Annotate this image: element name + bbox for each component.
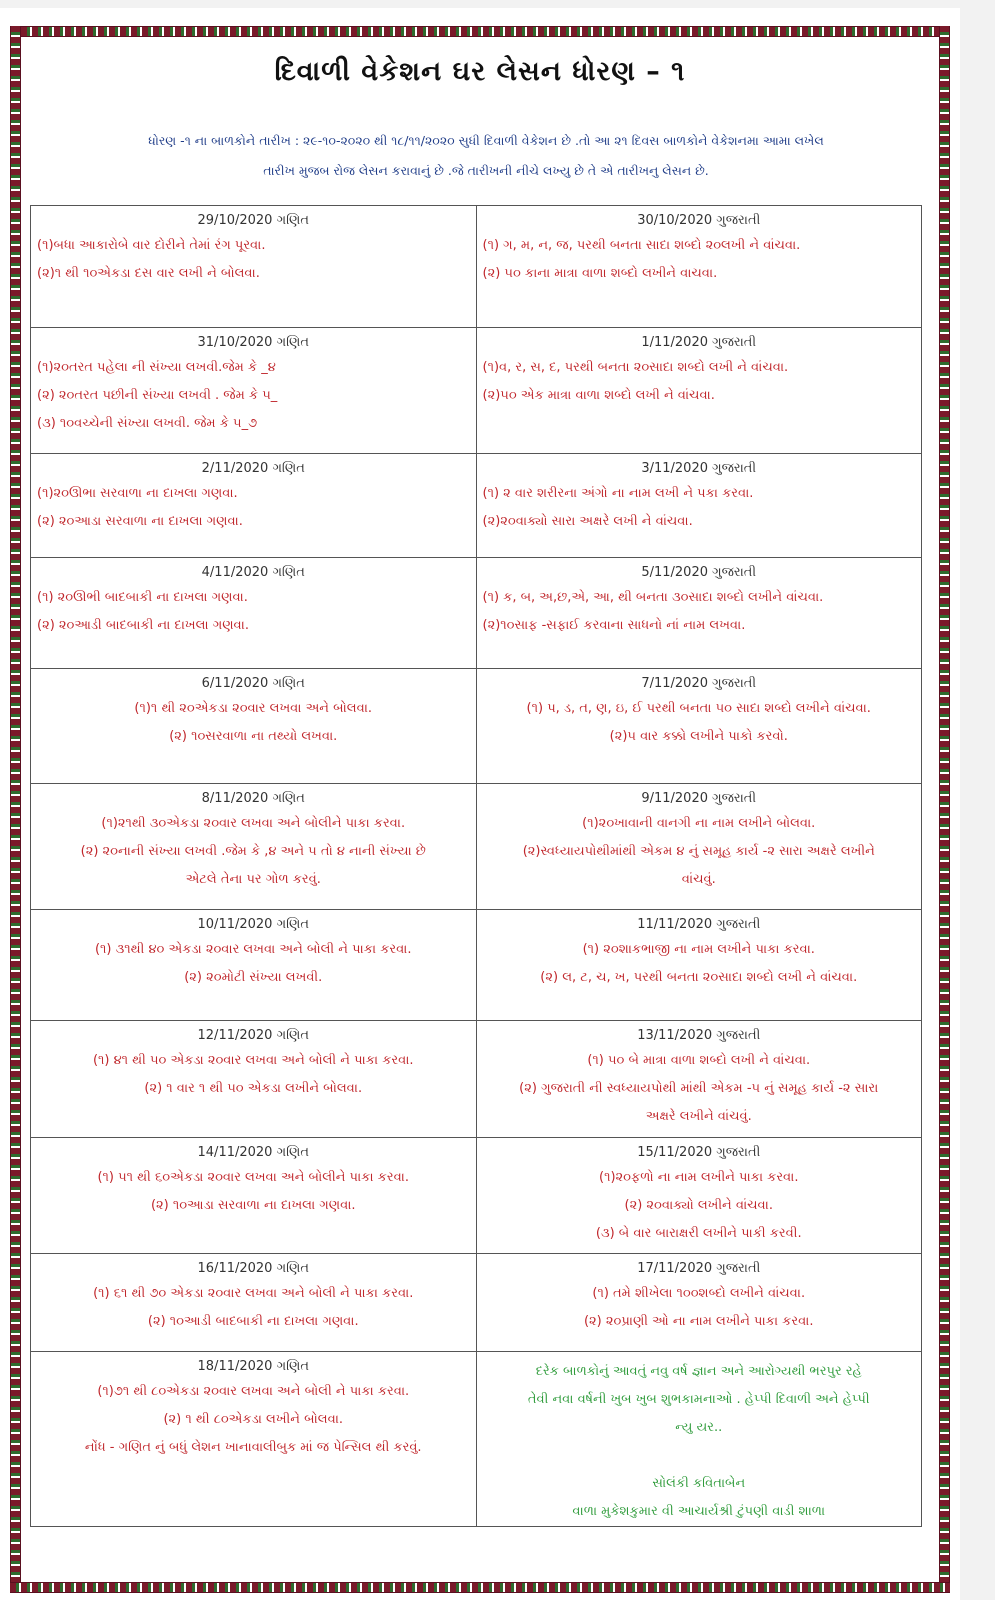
table-row	[31, 784, 922, 910]
lesson-cell-left	[31, 784, 477, 910]
lesson-date: 6/11/2020 ગણિત	[201, 676, 305, 691]
lesson-date: 12/11/2020 ગણિત	[197, 1028, 309, 1043]
page-title: દિવાળી વેકેશન ઘર લેસન ધોરણ – ૧	[274, 56, 686, 87]
lesson-date: 16/11/2020 ગણિત	[197, 1261, 309, 1276]
lesson-date: 18/11/2020 ગણિત	[197, 1359, 309, 1374]
lesson-date: 2/11/2020 ગણિત	[201, 461, 305, 476]
lesson-line: (૨) ૨૦મોટી સંખ્યા લખવી.	[184, 970, 323, 985]
lesson-cell-left	[31, 558, 477, 669]
lesson-line: (૨) ૨૦આડી બાદબાકી ના દાખલા ગણવા.	[37, 618, 249, 633]
page	[0, 8, 960, 1600]
lesson-cell-right	[476, 206, 922, 328]
lesson-cell-left	[31, 1138, 477, 1254]
lesson-cell-right	[476, 1254, 922, 1352]
lesson-line: (૧) ક, બ, અ,છ,એ, આ, થી બનતા ૩૦સાદા શબ્દો લખીને વાંચવા.	[482, 590, 824, 605]
lesson-date: 3/11/2020 ગુજરાતી	[641, 461, 757, 476]
decorative-border-bottom	[10, 1582, 950, 1593]
lesson-line: (૧)૨૦ફળો ના નામ લખીને પાકા કરવા.	[599, 1170, 799, 1185]
lesson-line: (૧) ૨ વાર શરીરના અંગો ના નામ લખી ને પકા કરવા.	[482, 486, 754, 501]
greeting-line: દરેક બાળકોનું આવતું નવુ વર્ષ જ્ઞાન અને આરોગ્યથી ભરપુર રહે	[535, 1364, 862, 1379]
lesson-line: (૧) ગ, મ, ન, જ, પરથી બનતા સાદા શબ્દો ૨૦લખી ને વાંચવા.	[482, 238, 801, 253]
table-row	[31, 1254, 922, 1352]
lesson-line: (૨) લ, ટ, ચ, ખ, પરથી બનતા ૨૦સાદા શબ્દો લખી ને વાંચવા.	[540, 970, 858, 985]
lesson-line: (૨) ૧ વાર ૧ થી ૫૦ એકડા લખીને બોલવા.	[144, 1081, 363, 1096]
lesson-line: (૧) પ, ડ, ત, ણ, ઇ, ઈ પરથી બનતા ૫૦ સાદા શબ્દો લખીને વાંચવા.	[526, 701, 871, 716]
lesson-cell-right	[476, 1021, 922, 1138]
lesson-cell-left	[31, 910, 477, 1021]
lesson-line: વાંચવું.	[681, 872, 716, 887]
table-row	[31, 1138, 922, 1254]
lesson-line: (૧) ૨૦શાકભાજી ના નામ લખીને પાકા કરવા.	[582, 942, 815, 957]
lesson-cell-left	[31, 1352, 477, 1527]
greeting-cell	[476, 1352, 922, 1527]
lesson-date: 7/11/2020 ગુજરાતી	[641, 676, 757, 691]
lesson-line: (૨) ૨૦આડા સરવાળા ના દાખલા ગણવા.	[37, 514, 243, 529]
lesson-cell-right	[476, 558, 922, 669]
lesson-cell-left	[31, 1254, 477, 1352]
lesson-line: (૩) બે વાર બારાક્ષરી લખીને પાકી કરવી.	[595, 1226, 802, 1241]
author-name: સોલંકી કવિતાબેન	[652, 1476, 746, 1491]
lesson-line: (૧) ૪૧ થી ૫૦ એકડા ૨૦વાર લખવા અને બોલી ને પાકા કરવા.	[92, 1053, 414, 1068]
lesson-line: (૨) ૧૦આડા સરવાળા ના દાખલા ગણવા.	[150, 1198, 356, 1213]
lesson-cell-left	[31, 206, 477, 328]
lesson-line: (૨)૫ વાર કક્કો લખીને પાકો કરવો.	[609, 729, 788, 744]
lesson-date: 15/11/2020 ગુજરાતી	[637, 1145, 761, 1160]
lesson-line: (૨) ૨૦તરત પછીની સંખ્યા લખવી . જેમ કે ૫_	[37, 388, 278, 403]
table-row	[31, 328, 922, 454]
lesson-line: (૨) ૨૦વાક્યો લખીને વાંચવા.	[624, 1198, 773, 1213]
lesson-table	[30, 205, 922, 1527]
lesson-date: 9/11/2020 ગુજરાતી	[641, 791, 757, 806]
lesson-date: 14/11/2020 ગણિત	[197, 1145, 309, 1160]
decorative-border-left	[10, 26, 21, 1592]
table-row	[31, 1352, 922, 1527]
lesson-date: 4/11/2020 ગણિત	[201, 565, 305, 580]
lesson-line: (૧)૨૧થી ૩૦એકડા ૨૦વાર લખવા અને બોલીને પાકા કરવા.	[101, 816, 406, 831]
lesson-line: (૧) ૨૦ઊભી બાદબાકી ના દાખલા ગણવા.	[37, 590, 248, 605]
decorative-border-right	[939, 26, 950, 1592]
intro-paragraph	[38, 126, 934, 186]
lesson-date: 29/10/2020 ગણિત	[197, 213, 309, 228]
lesson-cell-right	[476, 784, 922, 910]
lesson-line: (૧) ૫૦ બે માત્રા વાળા શબ્દો લખી ને વાંચવા.	[587, 1053, 811, 1068]
table-row	[31, 1021, 922, 1138]
lesson-line: (૨) ૫૦ કાના માત્રા વાળા શબ્દો લખીને વાચવા.	[482, 266, 718, 281]
lesson-line: (૧)૭૧ થી ૮૦એકડા ૨૦વાર લખવા અને બોલી ને પાકા કરવા.	[97, 1384, 410, 1399]
lesson-line: (૨) ૧ થી ૮૦એકડા લખીને બોલવા.	[163, 1412, 344, 1427]
lesson-cell-right	[476, 669, 922, 784]
table-row	[31, 669, 922, 784]
lesson-cell-right	[476, 1138, 922, 1254]
lesson-line: (૧)૧ થી ૨૦એકડા ૨૦વાર લખવા અને બોલવા.	[134, 701, 373, 716]
greeting-spacer	[483, 1442, 916, 1470]
lesson-date: 17/11/2020 ગુજરાતી	[637, 1261, 761, 1276]
lesson-line: (૧)બધા આકારોબે વાર દોરીને તેમાં રંગ પૂરવા.	[37, 238, 266, 253]
table-row	[31, 454, 922, 558]
lesson-date: 11/11/2020 ગુજરાતી	[637, 917, 761, 932]
lesson-date: 10/11/2020 ગણિત	[197, 917, 309, 932]
greeting-line: તેવી નવા વર્ષની ખુબ ખુબ શુભકામનાઓ . હેપ્પી દિવાળી અને હેપ્પી	[527, 1392, 870, 1407]
lesson-line: (૨) ૨૦નાની સંખ્યા લખવી .જેમ કે ,૪ અને ૫ તો ૪ નાની સંખ્યા છે	[80, 844, 426, 859]
lesson-line: (૨)સ્વધ્યાયપોથીમાંથી એકમ ૪ નું સમૂહ કાર્ય -૨ સારા અક્ષરે લખીને	[522, 844, 875, 859]
lesson-cell-left	[31, 454, 477, 558]
lesson-line: (૨) ૧૦સરવાળા ના તથ્યો લખવા.	[169, 729, 338, 744]
lesson-line: એટલે તેના પર ગોળ કરવું.	[185, 872, 321, 887]
lesson-date: 13/11/2020 ગુજરાતી	[637, 1028, 761, 1043]
lesson-cell-right	[476, 910, 922, 1021]
lesson-line: (૧) ૫૧ થી ૬૦એકડા ૨૦વાર લખવા અને બોલીને પાકા કરવા.	[97, 1170, 409, 1185]
greeting-line: ન્યુ યર..	[675, 1420, 723, 1435]
decorative-border-top	[10, 26, 950, 37]
lesson-line: અક્ષરે લખીને વાંચવું.	[645, 1109, 752, 1124]
lesson-line: (૧)વ, ર, સ, દ, પરથી બનતા ૨૦સાદા શબ્દો લખી ને વાંચવા.	[482, 360, 789, 375]
lesson-note: નોંધ - ગણિત નું બધું લેશન ખાનાવાલીબુક માં જ પેન્સિલ થી કરવું.	[84, 1440, 422, 1455]
lesson-line: (૨)૧ થી ૧૦એકડા દસ વાર લખી ને બોલવા.	[37, 266, 260, 281]
lesson-line: (૨)૫૦ એક માત્રા વાળા શબ્દો લખી ને વાંચવા.	[482, 388, 715, 403]
lesson-cell-right	[476, 328, 922, 454]
lesson-line: (૧) ૩૧થી ૪૦ એકડા ૨૦વાર લખવા અને બોલી ને પાકા કરવા.	[94, 942, 412, 957]
lesson-line: (૨) ૨૦પ્રાણી ઓ ના નામ લખીને પાકા કરવા.	[583, 1314, 814, 1329]
lesson-date: 5/11/2020 ગુજરાતી	[641, 565, 757, 580]
lesson-date: 30/10/2020 ગુજરાતી	[637, 213, 761, 228]
lesson-cell-left	[31, 669, 477, 784]
table-row	[31, 206, 922, 328]
lesson-line: (૧)૨૦ઊભા સરવાળા ના દાખલા ગણવા.	[37, 486, 238, 501]
lesson-line: (૨) ગુજરાતી ની સ્વધ્યાયપોથી માંથી એકમ -૫ નું સમૂહ કાર્ય -૨ સારા	[519, 1081, 879, 1096]
intro-line-2: તારીખ મુજબ રોજ લેસન કરાવાનું છે .જે તારીખની નીચે લખ્યુ છે તે એ તારીખનુ લેસન છે.	[263, 163, 709, 178]
lesson-line: (૧)૨૦તરત પહેલા ની સંખ્યા લખવી.જેમ કે _૪	[37, 360, 276, 375]
lesson-line: (૩) ૧૦વચ્ચેની સંખ્યા લખવી. જેમ કે ૫_૭	[37, 416, 258, 431]
lesson-line: (૨) ૧૦આડી બાદબાકી ના દાખલા ગણવા.	[147, 1314, 359, 1329]
table-row	[31, 910, 922, 1021]
lesson-cell-right	[476, 454, 922, 558]
lesson-date: 1/11/2020 ગુજરાતી	[641, 335, 757, 350]
lesson-date: 31/10/2020 ગણિત	[197, 335, 309, 350]
lesson-date: 8/11/2020 ગણિત	[201, 791, 305, 806]
lesson-cell-left	[31, 328, 477, 454]
lesson-line: (૧)૨૦ખાવાની વાનગી ના નામ લખીને બોલવા.	[582, 816, 816, 831]
school-name: વાળા મુકેશકુમાર વી આચાર્યશ્રી ટુંપણી વાડી શાળા	[572, 1504, 826, 1519]
lesson-line: (૨)૨૦વાક્યો સારા અક્ષરે લખી ને વાંચવા.	[482, 514, 693, 529]
lesson-line: (૧) તમે શીખેલા ૧૦૦શબ્દો લખીને વાંચવા.	[592, 1286, 806, 1301]
table-row	[31, 558, 922, 669]
lesson-line: (૨)૧૦સાફ -સફાઈ કરવાના સાધનો નાં નામ લખવા.	[482, 618, 746, 633]
lesson-line: (૧) ૬૧ થી ૭૦ એકડા ૨૦વાર લખવા અને બોલી ને પાકા કરવા.	[93, 1286, 414, 1301]
lesson-cell-left	[31, 1021, 477, 1138]
intro-line-1: ધોરણ -૧ ના બાળકોને તારીખ : ૨૯-૧૦-૨૦૨૦ થી ૧૮/૧૧/૨૦૨૦ સુધી દિવાળી વેકેશન છે .તો આ ૨૧ દિવસ બાળકોને વેકેશનમા આમા લખેલ	[148, 133, 824, 148]
